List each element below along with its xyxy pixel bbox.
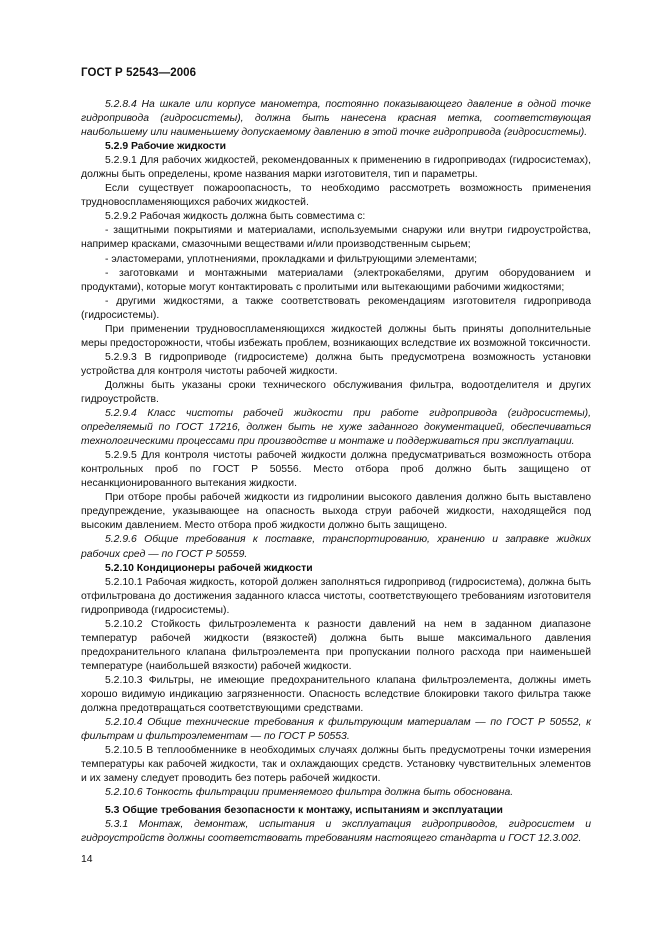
clause-5-2-10-5: 5.2.10.5 В теплообменнике в необходимых случаях должны быть предусмотрены точки измерения температуры как рабочей жидкости, так и охлаждающих средств. Установку чувствительных элементов и их замену следует проводить без потерь рабочей жидкости. <box>81 745 591 785</box>
clause-5-2-8-4: 5.2.8.4 На шкале или корпусе манометра, постоянно показывающего давление в одной точке гидропривода (гидросистемы), должна быть нанесена красная метка, соответствующая наибольшему или наименьшему допускаемому давлению в этой точке гидропривода (гидросистемы). <box>81 99 591 139</box>
clause-5-2-9-3: 5.2.9.3 В гидроприводе (гидросистеме) должна быть предусмотрена возможность установки устройства для контроля чистоты рабочей жидкости. <box>81 351 591 377</box>
list-item-other-fluids: - другими жидкостями, а также соответствовать рекомендациям изготовителя гидропривода (гидросистемы). <box>81 295 591 321</box>
clause-5-2-10-2: 5.2.10.2 Стойкость фильтроэлемента к разности давлений на нем в заданном диапазоне температур рабочей жидкости (вязкостей) должна быть выше максимального давления предохранительного клапана фильтроэлемента при пропускании полного расхода при наименьшей температуре (наибольшей вязкости) рабочей жидкости. <box>81 618 591 672</box>
list-item-elastomers: - эластомерами, уплотнениями, прокладками и фильтрующими элементами; <box>105 253 478 265</box>
clause-5-2-9-1: 5.2.9.1 Для рабочих жидкостей, рекомендованных к применению в гидроприводах (гидросистемах), должны быть определены, кроме названия марки изготовителя, тип и параметры. <box>81 155 591 181</box>
paragraph-fire-hazard: Если существует пожароопасность, то необходимо рассмотреть возможность применения трудновоспламеняющихся рабочих жидкостей. <box>81 183 591 209</box>
document-body <box>81 98 591 846</box>
clause-5-2-10-4: 5.2.10.4 Общие технические требования к фильтрующим материалам — по ГОСТ Р 50552, к фильтрам и фильтроэлементам — по ГОСТ Р 50553. <box>81 717 591 743</box>
paragraph-sampling-warning: При отборе пробы рабочей жидкости из гидролинии высокого давления должно быть выставлено предупреждение, указывающее на опасность выхода струи рабочей жидкости, находящейся под высоким давлением. Место отбора проб жидкости должно быть защищено. <box>81 492 591 532</box>
clause-5-2-9-6: 5.2.9.6 Общие требования к поставке, транспортированию, хранению и заправке жидких рабочих сред — по ГОСТ Р 50559. <box>81 534 591 560</box>
clause-5-3-1: 5.3.1 Монтаж, демонтаж, испытания и эксплуатация гидроприводов, гидросистем и гидроустройств должны соответствовать требованиям настоящего стандарта и ГОСТ 12.3.002. <box>81 819 591 845</box>
section-heading-working-fluids: 5.2.9 Рабочие жидкости <box>105 141 227 153</box>
paragraph-maintenance-terms: Должны быть указаны сроки технического обслуживания фильтра, водоотделителя и других гидроустройств. <box>81 379 591 405</box>
list-item-mounting-materials: - заготовками и монтажными материалами (электрокабелями, другим оборудованием и продуктами), которые могут контактировать с пролитыми или вытекающими рабочими жидкостями; <box>81 267 591 293</box>
clause-5-2-10-1: 5.2.10.1 Рабочая жидкость, которой должен заполняться гидропривод (гидросистема), должна быть отфильтрована до достижения заданного класса чистоты, соответствующего требованиям изготовителя гидропривода (гидросистемы). <box>81 576 591 616</box>
section-heading-fluid-conditioners: 5.2.10 Кондиционеры рабочей жидкости <box>105 562 313 574</box>
section-heading-safety-requirements: 5.3 Общие требования безопасности к монтажу, испытаниям и эксплуатации <box>105 805 503 817</box>
document-header: ГОСТ Р 52543—2006 <box>81 67 197 79</box>
page-number: 14 <box>81 854 93 865</box>
clause-5-2-10-6: 5.2.10.6 Тонкость фильтрации применяемого фильтра должна быть обоснована. <box>105 787 514 799</box>
paragraph-toxicity: При применении трудновоспламеняющихся жидкостей должны быть приняты дополнительные меры предосторожности, чтобы избежать проблем, возникающих вследствие их возможной токсичности. <box>81 323 591 349</box>
clause-5-2-9-5: 5.2.9.5 Для контроля чистоты рабочей жидкости должна предусматриваться возможность отбора контрольных проб по ГОСТ Р 50556. Место отбора проб должно быть защищено от несанкционированного вытекания жидкости. <box>81 450 591 490</box>
list-item-coatings: - защитными покрытиями и материалами, используемыми снаружи или внутри гидроустройства, например красками, смазочными веществами и/или производственным сырьем; <box>81 225 591 251</box>
clause-5-2-9-2: 5.2.9.2 Рабочая жидкость должна быть совместима с: <box>105 211 366 223</box>
clause-5-2-10-3: 5.2.10.3 Фильтры, не имеющие предохранительного клапана фильтроэлемента, должны иметь хорошо видимую индикацию загрязненности. Опасность вследствие блокировки такого фильтра также должна предотвращаться соответствующими средствами. <box>81 674 591 715</box>
clause-5-2-9-4: 5.2.9.4 Класс чистоты рабочей жидкости при работе гидропривода (гидросистемы), определяемый по ГОСТ 17216, должен быть не хуже заданного документацией, обеспечиваться технологическими процессами при производстве и монтаже и поддерживаться при эксплуатации. <box>81 408 591 448</box>
